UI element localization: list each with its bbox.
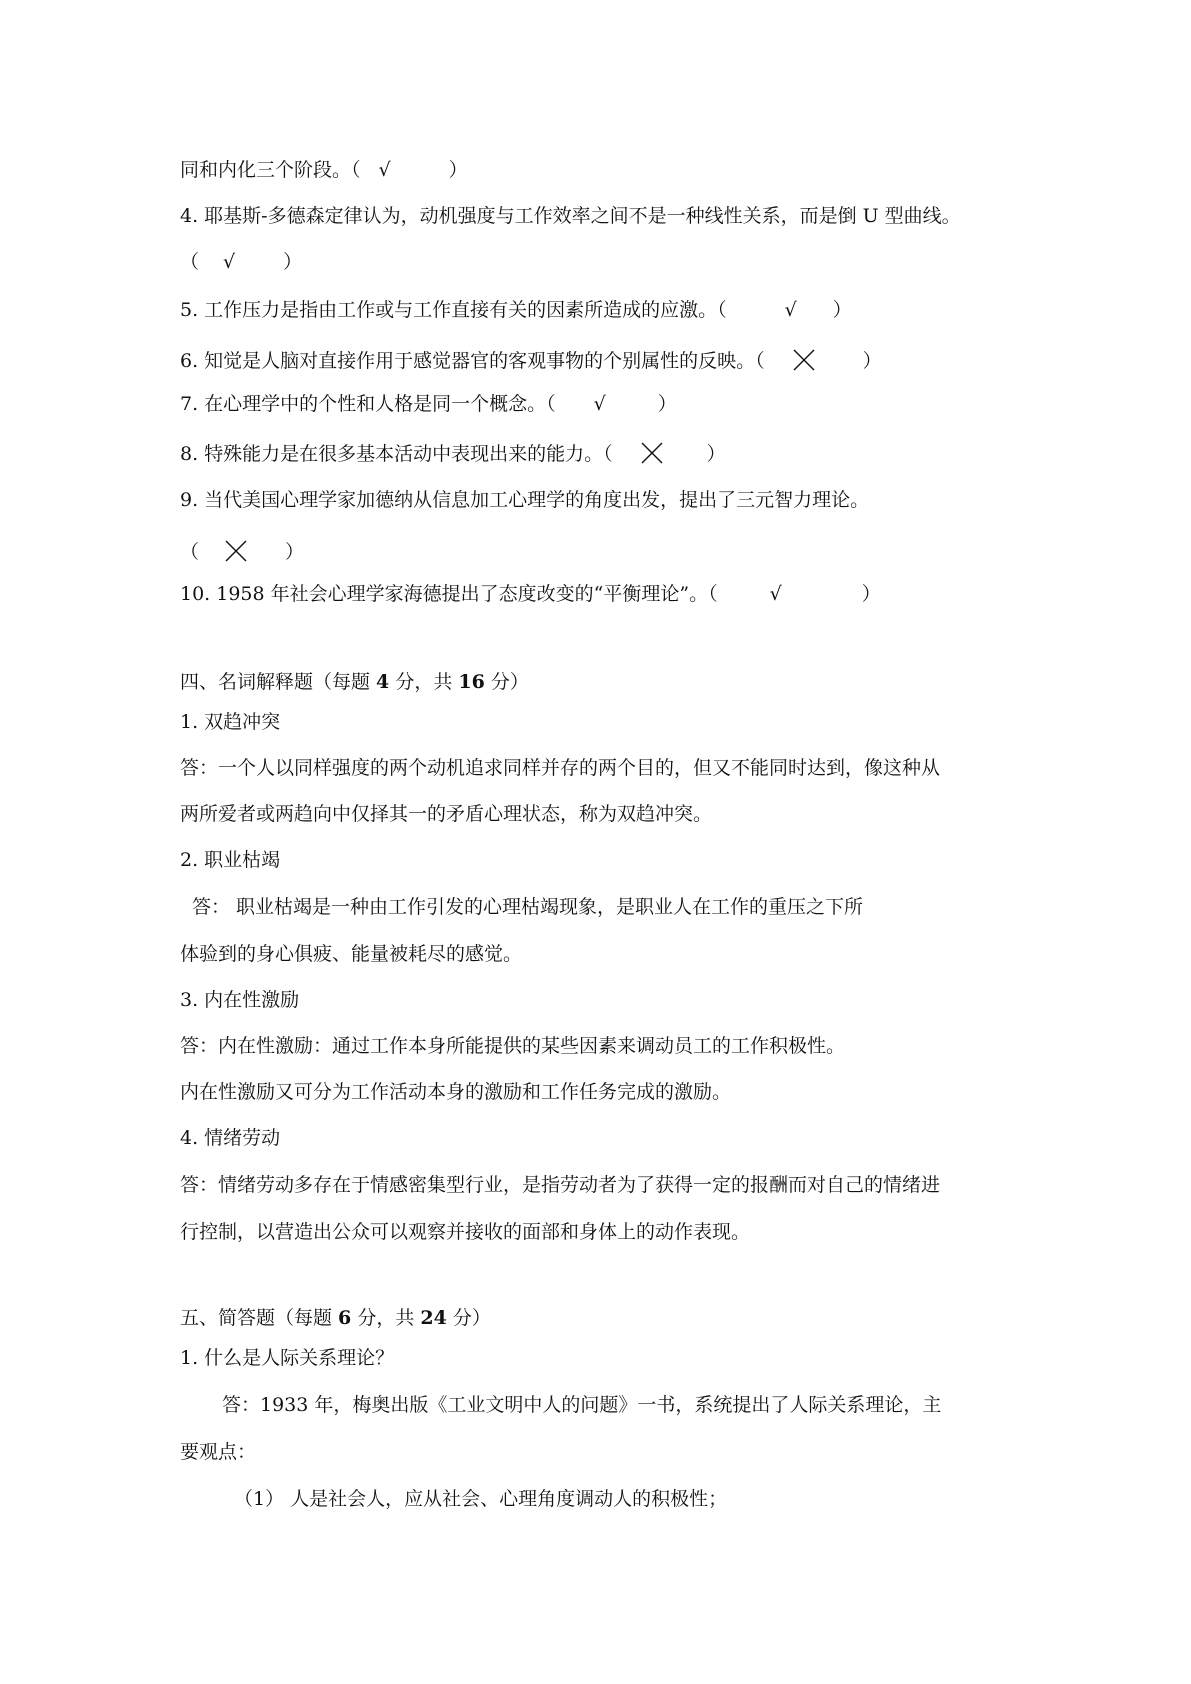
term-answer-line: 答：内在性激励：通过工作本身所能提供的某些因素来调动员工的工作积极性。 (180, 1035, 846, 1057)
term-title: 2. 职业枯竭 (180, 849, 281, 871)
close-paren: ） (448, 159, 468, 181)
answer-point: （1） 人是社会人，应从社会、心理角度调动人的积极性； (234, 1488, 728, 1510)
close-paren: ） (706, 443, 726, 465)
item-text: 5. 工作压力是指由工作或与工作直接有关的因素所造成的应激。（ (180, 299, 727, 321)
points-each: 4 (376, 671, 390, 693)
check-mark: √ (593, 393, 606, 415)
check-mark: √ (378, 159, 391, 181)
item-text: 同和内化三个阶段。（ (180, 159, 361, 181)
section4-heading (180, 670, 529, 694)
question-title: 1. 什么是人际关系理论？ (180, 1347, 395, 1369)
judgment-item-4-answer (180, 250, 302, 274)
answer-line: 答：1933 年，梅奥出版《工业文明中人的问题》一书，系统提出了人际关系理论，主 (222, 1394, 942, 1416)
term-answer-line: 答： 职业枯竭是一种由工作引发的心理枯竭现象，是职业人在工作的重压之下所 (192, 896, 864, 918)
cross-icon (793, 349, 815, 371)
check-mark: √ (784, 299, 797, 321)
term-answer-line: 答：一个人以同样强度的两个动机追求同样并存的两个目的，但又不能同时达到，像这种从 (180, 757, 941, 779)
judgment-item-3-cont (180, 158, 468, 182)
answer-line: 要观点： (180, 1441, 257, 1463)
item-text: 9. 当代美国心理学家加德纳从信息加工心理学的角度出发，提出了三元智力理论。 (180, 489, 870, 511)
close-paren: ） (285, 541, 305, 563)
item-text: 7. 在心理学中的个性和人格是同一个概念。（ (180, 393, 556, 415)
term-answer-line: 两所爱者或两趋向中仅择其一的矛盾心理状态，称为双趋冲突。 (180, 803, 713, 825)
judgment-item-9-answer (180, 536, 304, 564)
close-paren: ） (862, 350, 882, 372)
heading-text: 分，共 (389, 671, 459, 693)
check-mark: √ (769, 583, 782, 605)
judgment-item-6 (180, 345, 882, 373)
item-text: 4. 耶基斯-多德森定律认为，动机强度与工作效率之间不是一种线性关系，而是倒 U 型曲线。 (180, 205, 961, 227)
close-paren: ） (832, 299, 852, 321)
section5-heading (180, 1306, 491, 1330)
item-text: 10. 1958 年社会心理学家海德提出了态度改变的“平衡理论”。（ (180, 583, 718, 605)
cross-icon (225, 540, 247, 562)
cross-icon (641, 442, 663, 464)
judgment-item-7 (180, 392, 677, 416)
judgment-item-5 (180, 298, 852, 322)
close-paren: ） (657, 393, 677, 415)
term-title: 1. 双趋冲突 (180, 711, 281, 733)
close-paren: ） (861, 583, 881, 605)
check-mark: √ (223, 251, 236, 273)
term-answer-line: 答：情绪劳动多存在于情感密集型行业，是指劳动者为了获得一定的报酬而对自己的情绪进 (180, 1174, 941, 1196)
term-title: 3. 内在性激励 (180, 989, 300, 1011)
term-title: 4. 情绪劳动 (180, 1127, 281, 1149)
points-each: 6 (338, 1307, 352, 1329)
heading-text: 五、简答题（每题 (180, 1307, 339, 1329)
open-paren: （ (180, 541, 200, 563)
points-total: 24 (420, 1307, 447, 1329)
heading-text: 分） (446, 1307, 491, 1329)
heading-text: 分，共 (351, 1307, 421, 1329)
heading-text: 分） (484, 671, 529, 693)
heading-text: 四、名词解释题（每题 (180, 671, 377, 693)
close-paren: ） (283, 251, 303, 273)
points-total: 16 (458, 671, 485, 693)
judgment-item-8 (180, 438, 726, 466)
judgment-item-9 (180, 488, 869, 512)
item-text: 8. 特殊能力是在很多基本活动中表现出来的能力。（ (180, 443, 613, 465)
open-paren: （ (180, 251, 200, 273)
judgment-item-10 (180, 582, 881, 606)
term-answer-line: 行控制，以营造出公众可以观察并接收的面部和身体上的动作表现。 (180, 1221, 751, 1243)
term-answer-line: 体验到的身心俱疲、能量被耗尽的感觉。 (180, 943, 523, 965)
term-answer-line: 内在性激励又可分为工作活动本身的激励和工作任务完成的激励。 (180, 1081, 732, 1103)
item-text: 6. 知觉是人脑对直接作用于感觉器官的客观事物的个别属性的反映。（ (180, 350, 765, 372)
judgment-item-4 (180, 204, 961, 228)
